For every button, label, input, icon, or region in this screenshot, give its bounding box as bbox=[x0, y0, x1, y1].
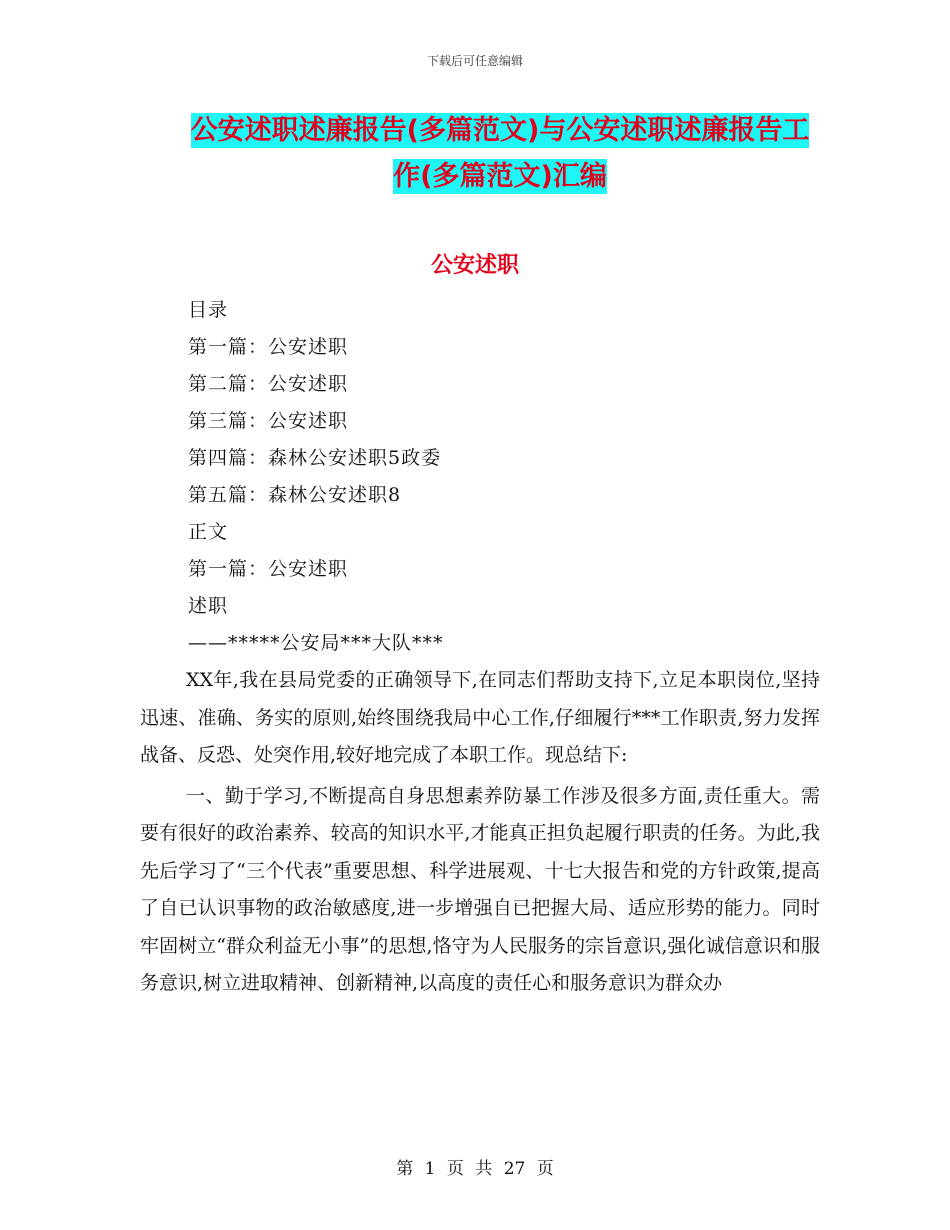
toc-line: 第五篇：森林公安述职8 bbox=[188, 484, 402, 506]
body-text bbox=[140, 662, 820, 1003]
toc-line: ——*****公安局***大队*** bbox=[188, 632, 444, 654]
toc-line: 第四篇：森林公安述职5政委 bbox=[188, 447, 442, 469]
document-title bbox=[150, 108, 850, 200]
body-paragraph: XX年,我在县局党委的正确领导下,在同志们帮助支持下,立足本职岗位,坚持迅速、准确、务实的原则,始终围绕我局中心工作,仔细履行***工作职责,努力发挥战备、反恐、处突作用,较好地完成了本职工作。现总结下: bbox=[140, 669, 820, 766]
table-of-contents bbox=[188, 292, 444, 662]
toc-line: 第二篇：公安述职 bbox=[188, 373, 349, 395]
toc-line: 述职 bbox=[188, 595, 229, 617]
toc-line: 第三篇：公安述职 bbox=[188, 410, 349, 432]
body-paragraph: 一、勤于学习,不断提高自身思想素养防暴工作涉及很多方面,责任重大。需要有很好的政治素养、较高的知识水平,才能真正担负起履行职责的任务。为此,我先后学习了“三个代表”重要思想、科学进展观、十七大报告和党的方针政策,提高了自已认识事物的政治敏感度,进一步增强自已把握大局、适应形势的能力。同时牢固树立“群众利益无小事”的思想,恪守为人民服务的宗旨意识,强化诚信意识和服务意识,树立进取精神、创新精神,以高度的责任心和服务意识为群众办 bbox=[140, 784, 820, 994]
toc-line: 第一篇：公安述职 bbox=[188, 336, 349, 358]
toc-line: 目录 bbox=[188, 299, 229, 321]
toc-line: 第一篇：公安述职 bbox=[188, 558, 349, 580]
header-note: 下载后可任意编辑 bbox=[426, 54, 523, 68]
document-title-line-2: 作(多篇范文)汇编 bbox=[393, 161, 607, 192]
toc-line: 正文 bbox=[188, 521, 229, 543]
page-indicator: 第 1 页 共 27 页 bbox=[396, 1159, 554, 1179]
document-title-line-1: 公安述职述廉报告(多篇范文)与公安述职述廉报告工 bbox=[190, 115, 810, 146]
section-heading: 公安述职 bbox=[430, 253, 519, 278]
